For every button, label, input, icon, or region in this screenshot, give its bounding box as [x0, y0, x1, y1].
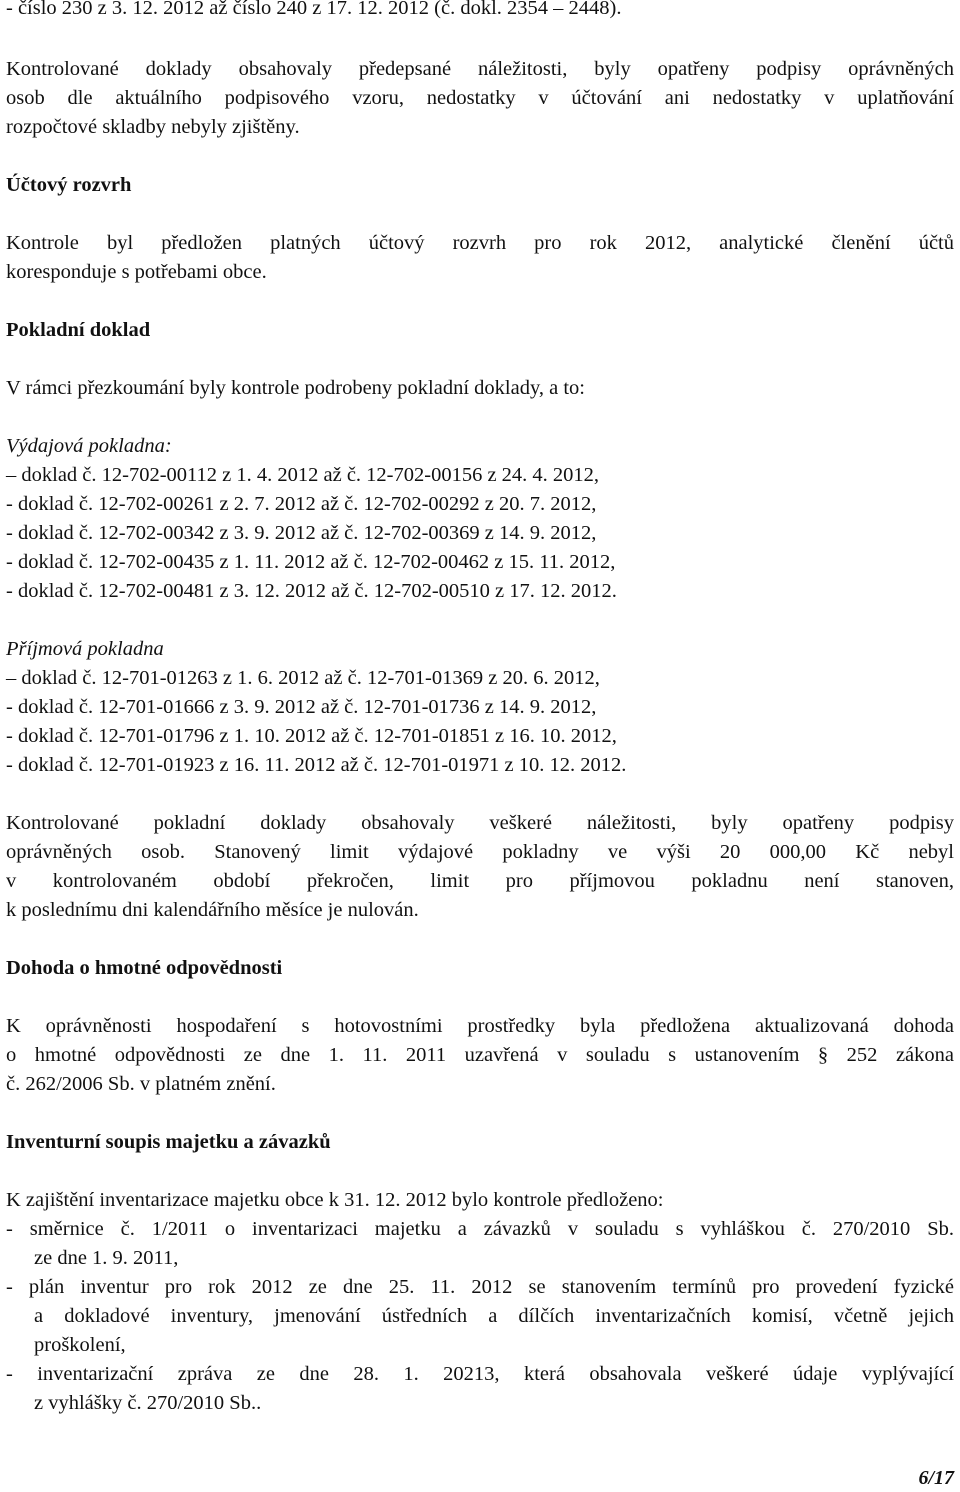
dohoda-line: o hmotné odpovědnosti ze dne 1. 11. 2011 uzavřená v souladu s ustanovením § 252 zákona — [6, 1044, 954, 1066]
prijmova-pokladna-label: Příjmová pokladna — [6, 638, 164, 660]
ucetni-rozvrh-line: Kontrole byl předložen platných účtový rozvrh pro rok 2012, analytické členění účtů — [6, 232, 954, 254]
dohoda-line: č. 262/2006 Sb. v platném znění. — [6, 1073, 276, 1095]
inventura-intro: K zajištění inventarizace majetku obce k 31. 12. 2012 bylo kontrole předloženo: — [6, 1189, 664, 1211]
section-heading-inventura: Inventurní soupis majetku a závazků — [6, 1131, 331, 1153]
prijmova-item: - doklad č. 12-701-01666 z 3. 9. 2012 až č. 12-701-01736 z 14. 9. 2012, — [6, 696, 597, 718]
inventura-item-continuation: proškolení, — [34, 1334, 126, 1356]
vydajova-item: – doklad č. 12-702-00112 z 1. 4. 2012 až č. 12-702-00156 z 24. 4. 2012, — [6, 464, 600, 486]
inventura-item: - inventarizační zpráva ze dne 28. 1. 20213, která obsahovala veškeré údaje vyplývající — [6, 1363, 954, 1385]
inventura-item-continuation: a dokladové inventury, jmenování ústředních a dílčích inventarizačních komisí, včetně jejich — [34, 1305, 954, 1327]
vydajova-item: - doklad č. 12-702-00481 z 3. 12. 2012 až č. 12-702-00510 z 17. 12. 2012. — [6, 580, 617, 602]
section-heading-dohoda: Dohoda o hmotné odpovědnosti — [6, 957, 283, 979]
inventura-item: - plán inventur pro rok 2012 ze dne 25. 11. 2012 se stanovením termínů pro provedení fyzické — [6, 1276, 954, 1298]
section-heading-pokladni-doklad: Pokladní doklad — [6, 319, 151, 341]
dohoda-line: K oprávněnosti hospodaření s hotovostními prostředky byla předložena aktualizovaná dohoda — [6, 1015, 954, 1037]
section-heading-ucetni-rozvrh: Účtový rozvrh — [6, 174, 132, 196]
pokladni-doklad-intro: V rámci přezkoumání byly kontrole podrobeny pokladní doklady, a to: — [6, 377, 585, 399]
prijmova-item: - doklad č. 12-701-01923 z 16. 11. 2012 až č. 12-701-01971 z 10. 12. 2012. — [6, 754, 627, 776]
pokladni-summary-line: k poslednímu dni kalendářního měsíce je nulován. — [6, 899, 419, 921]
intro-paragraph-line: osob dle aktuálního podpisového vzoru, nedostatky v účtování ani nedostatky v uplatňování — [6, 87, 954, 109]
prijmova-item: – doklad č. 12-701-01263 z 1. 6. 2012 až č. 12-701-01369 z 20. 6. 2012, — [6, 667, 600, 689]
pokladni-summary-line: Kontrolované pokladní doklady obsahovaly veškeré náležitosti, byly opatřeny podpisy — [6, 812, 954, 834]
intro-paragraph-line: rozpočtové skladby nebyly zjištěny. — [6, 116, 300, 138]
page-number: 6/17 — [918, 1467, 954, 1489]
vydajova-item: - doklad č. 12-702-00435 z 1. 11. 2012 až č. 12-702-00462 z 15. 11. 2012, — [6, 551, 616, 573]
inventura-item-continuation: z vyhlášky č. 270/2010 Sb.. — [34, 1392, 262, 1414]
intro-paragraph-line: Kontrolované doklady obsahovaly předepsané náležitosti, byly opatřeny podpisy oprávněných — [6, 58, 954, 80]
prijmova-item: - doklad č. 12-701-01796 z 1. 10. 2012 až č. 12-701-01851 z 16. 10. 2012, — [6, 725, 617, 747]
pokladni-summary-line: v kontrolovaném období překročen, limit pro příjmovou pokladnu není stanoven, — [6, 870, 954, 892]
vydajova-item: - doklad č. 12-702-00342 z 3. 9. 2012 až č. 12-702-00369 z 14. 9. 2012, — [6, 522, 597, 544]
inventura-item-continuation: ze dne 1. 9. 2011, — [34, 1247, 179, 1269]
vydajova-item: - doklad č. 12-702-00261 z 2. 7. 2012 až č. 12-702-00292 z 20. 7. 2012, — [6, 493, 597, 515]
intro-line: - číslo 230 z 3. 12. 2012 až číslo 240 z 17. 12. 2012 (č. dokl. 2354 – 2448). — [6, 0, 622, 19]
inventura-item: - směrnice č. 1/2011 o inventarizaci majetku a závazků v souladu s vyhláškou č. 270/2010 Sb. — [6, 1218, 954, 1240]
pokladni-summary-line: oprávněných osob. Stanovený limit výdajové pokladny ve výši 20 000,00 Kč nebyl — [6, 841, 954, 863]
ucetni-rozvrh-line: koresponduje s potřebami obce. — [6, 261, 267, 283]
vydajova-pokladna-label: Výdajová pokladna: — [6, 435, 172, 457]
